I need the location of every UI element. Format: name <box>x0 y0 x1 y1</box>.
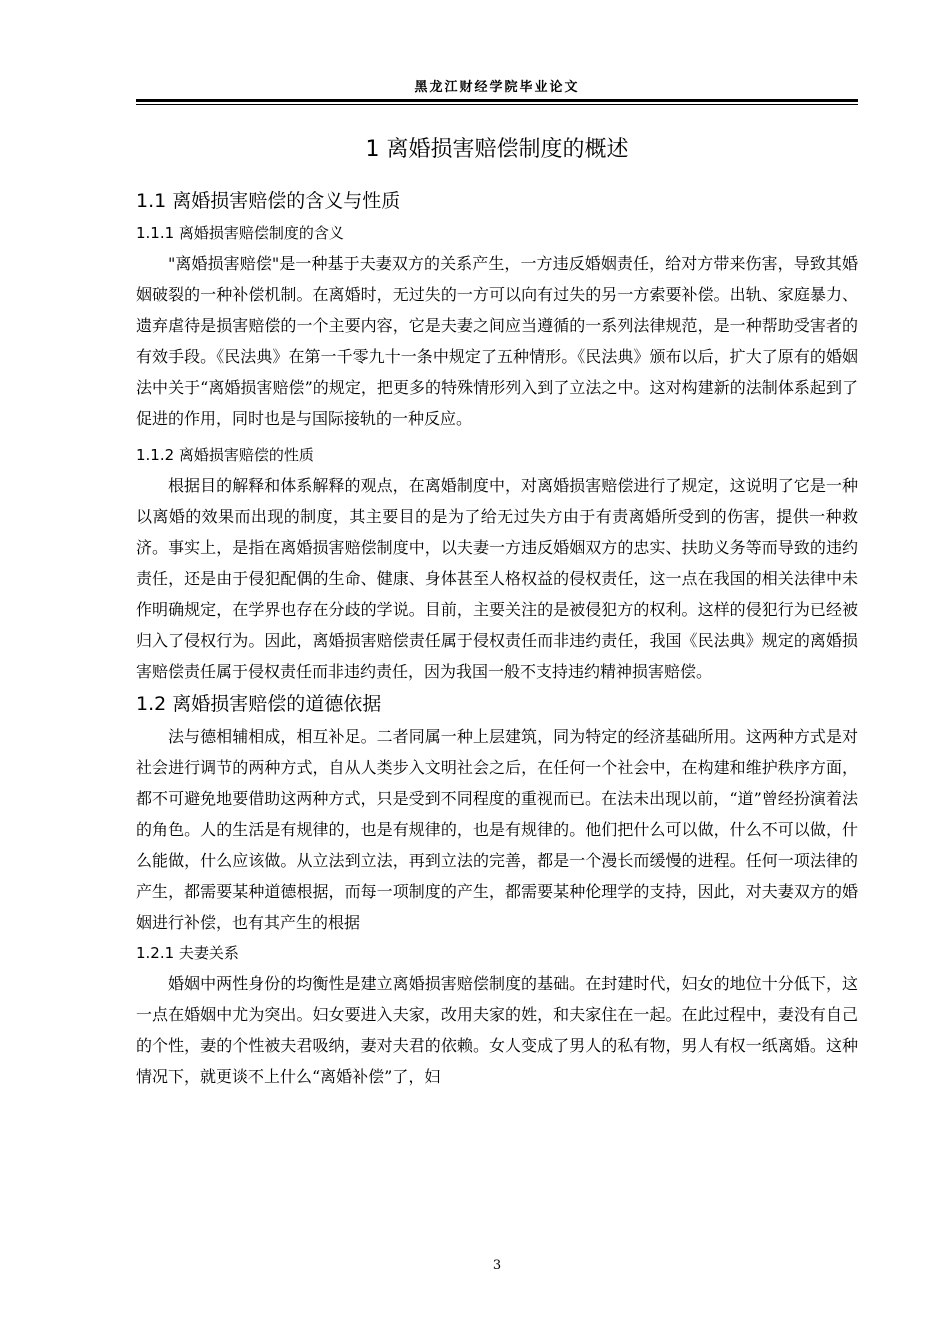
page-number: 3 <box>492 1258 502 1273</box>
section-heading-1-1-1: 1.1.1 离婚损害赔偿制度的含义 <box>136 224 344 242</box>
paragraph-1-2: 法与德相辅相成，相互补足。二者同属一种上层建筑，同为特定的经济基础所用。这两种方式是对社会进行调节的两种方式，自从人类步入文明社会之后，在任何一个社会中，在构建和维护秩序方面，都不可避免地要借助这两种方式，只是受到不同程度的重视而已。在法未出现以前，“道”曾经扮演着法的角色。人的生活是有规律的，也是有规律的，也是有规律的。他们把什么可以做，什么不可以做，什么能做，什么应该做。从立法到立法，再到立法的完善，都是一个漫长而缓慢的进程。任何一项法律的产生，都需要某种道德根据，而每一项制度的产生，都需要某种伦理学的支持，因此，对夫妻双方的婚姻进行补偿，也有其产生的根据 <box>136 727 858 932</box>
section-heading-1-1-2: 1.1.2 离婚损害赔偿的性质 <box>136 446 314 464</box>
section-heading-1-2: 1.2 离婚损害赔偿的道德依据 <box>136 693 382 715</box>
paragraph-1-1-1: "离婚损害赔偿"是一种基于夫妻双方的关系产生，一方违反婚姻责任，给对方带来伤害，导致其婚姻破裂的一种补偿机制。在离婚时，无过失的一方可以向有过失的另一方索要补偿。出轨、家庭暴力、遗弃虐待是损害赔偿的一个主要内容，它是夫妻之间应当遵循的一系列法律规范，是一种帮助受害者的有效手段。《民法典》在第一千零九十一条中规定了五种情形。《民法典》颁布以后，扩大了原有的婚姻法中关于“离婚损害赔偿”的规定，把更多的特殊情形列入到了立法之中。这对构建新的法制体系起到了促进的作用，同时也是与国际接轨的一种反应。 <box>136 254 858 428</box>
paragraph-1-1-2: 根据目的解释和体系解释的观点，在离婚制度中，对离婚损害赔偿进行了规定，这说明了它是一种以离婚的效果而出现的制度，其主要目的是为了给无过失方由于有责离婚所受到的伤害，提供一种救济。事实上，是指在离婚损害赔偿制度中，以夫妻一方违反婚姻双方的忠实、扶助义务等而导致的违约责任，还是由于侵犯配偶的生命、健康、身体甚至人格权益的侵权责任，这一点在我国的相关法律中未作明确规定，在学界也存在分歧的学说。目前，主要关注的是被侵犯方的权利。这样的侵犯行为已经被归入了侵权行为。因此，离婚损害赔偿责任属于侵权责任而非违约责任，我国《民法典》规定的离婚损害赔偿责任属于侵权责任而非违约责任，因为我国一般不支持违约精神损害赔偿。 <box>136 476 858 681</box>
running-header: 黑龙江财经学院毕业论文 <box>414 80 580 95</box>
chapter-title: 1 离婚损害赔偿制度的概述 <box>365 137 629 162</box>
section-heading-1-2-1: 1.2.1 夫妻关系 <box>136 944 239 962</box>
header-rule-thin <box>136 104 858 105</box>
page-content <box>136 130 858 1092</box>
paragraph-1-2-1: 婚姻中两性身份的均衡性是建立离婚损害赔偿制度的基础。在封建时代，妇女的地位十分低下，这一点在婚姻中尤为突出。妇女要进入夫家，改用夫家的姓，和夫家住在一起。在此过程中，妻没有自己的个性，妻的个性被夫君吸纳，妻对夫君的依赖。女人变成了男人的私有物，男人有权一纸离婚。这种情况下，就更谈不上什么“离婚补偿”了，妇 <box>136 974 858 1086</box>
header-rule-thick <box>136 99 858 102</box>
section-heading-1-1: 1.1 离婚损害赔偿的含义与性质 <box>136 190 401 212</box>
